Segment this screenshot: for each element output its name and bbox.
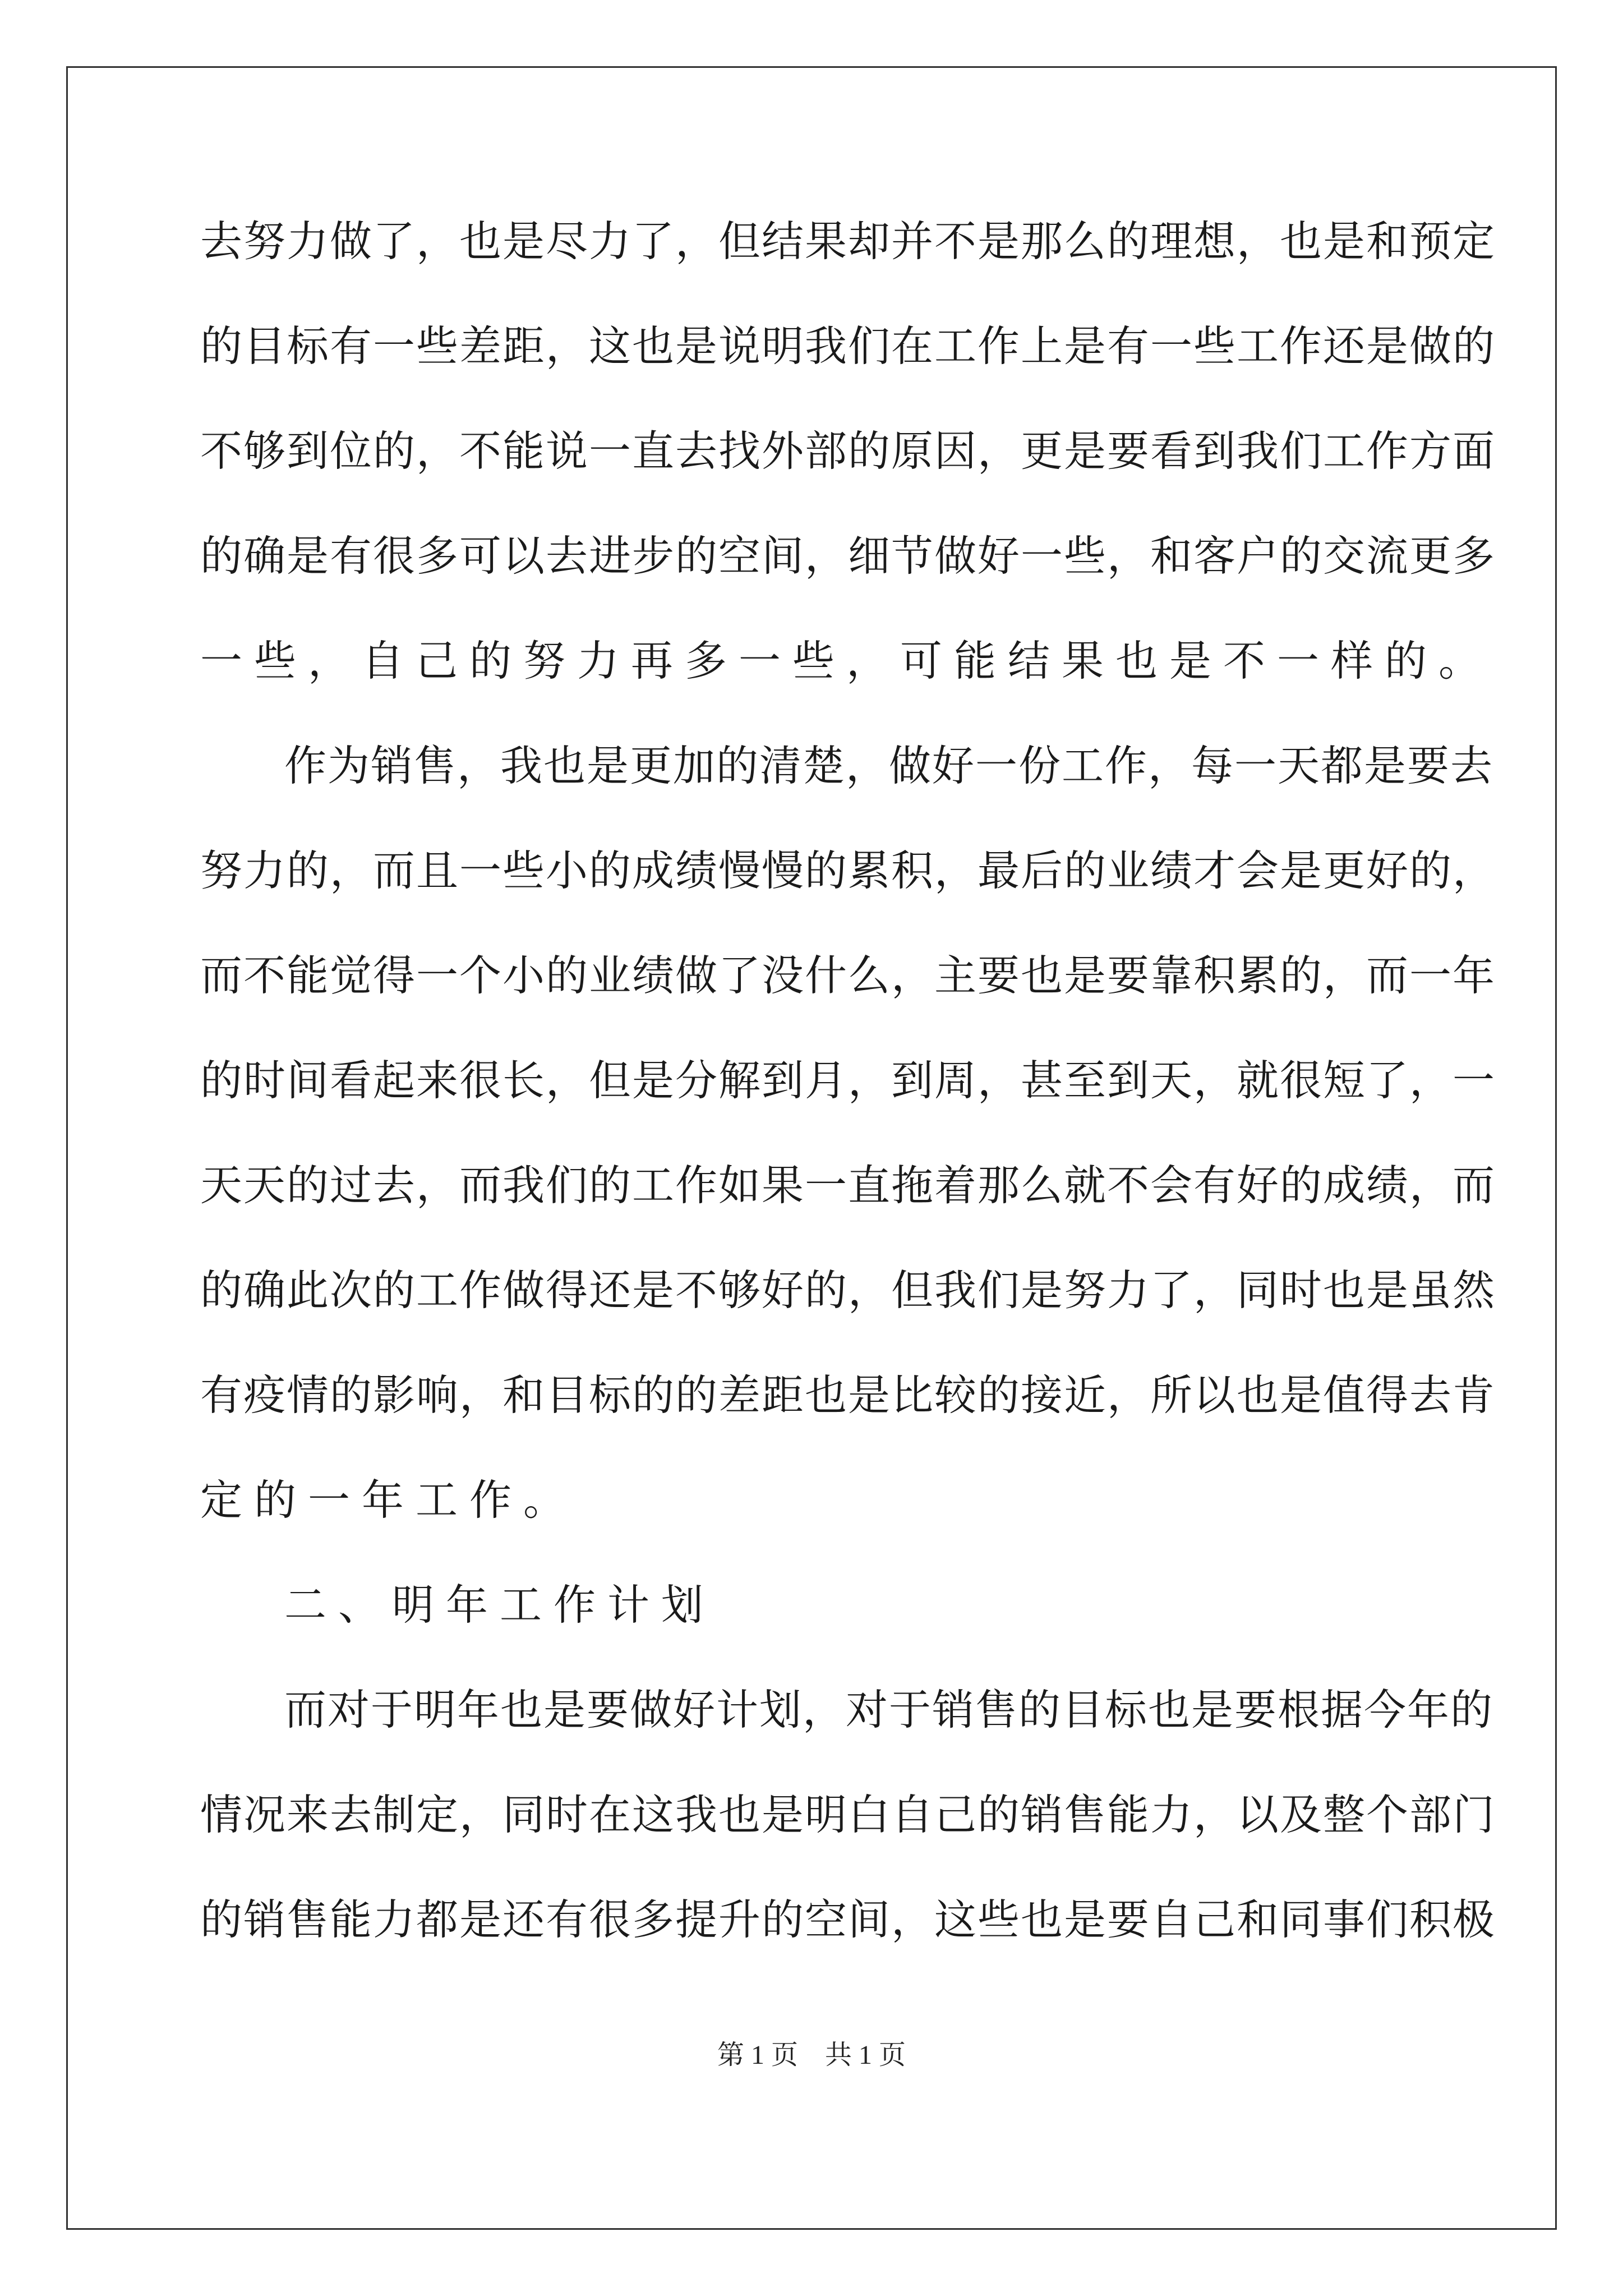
text-line: 的目标有一些差距，这也是说明我们在工作上是有一些工作还是做的 — [200, 321, 1496, 371]
text-line: 天天的过去，而我们的工作如果一直拖着那么就不会有好的成绩，而 — [200, 1161, 1496, 1210]
paragraph-first-line: 作为销售，我也是更加的清楚，做好一份工作，每一天都是要去 — [284, 741, 1494, 790]
text-line: 去努力做了，也是尽力了，但结果却并不是那么的理想，也是和预定 — [200, 217, 1496, 266]
text-line: 而不能觉得一个小的业绩做了没什么，主要也是要靠积累的，而一年 — [200, 951, 1496, 1000]
text-line: 情况来去制定，同时在这我也是明白自己的销售能力，以及整个部门 — [200, 1790, 1496, 1839]
document-body — [200, 217, 1496, 2004]
text-line: 努力的，而且一些小的成绩慢慢的累积，最后的业绩才会是更好的， — [200, 846, 1496, 895]
section-heading: 二、明年工作计划 — [284, 1580, 716, 1630]
text-line: 定的一年工作。 — [200, 1475, 578, 1525]
text-line: 的销售能力都是还有很多提升的空间，这些也是要自己和同事们积极 — [200, 1895, 1496, 1944]
page-footer: 第 1 页 共 1 页 — [717, 2040, 906, 2070]
text-line: 有疫情的影响，和目标的的差距也是比较的接近，所以也是值得去肯 — [200, 1370, 1496, 1420]
text-line: 的确是有很多可以去进步的空间，细节做好一些，和客户的交流更多 — [200, 531, 1496, 581]
text-line: 的时间看起来很长，但是分解到月，到周，甚至到天，就很短了，一 — [200, 1056, 1496, 1105]
text-line: 不够到位的，不能说一直去找外部的原因，更是要看到我们工作方面 — [200, 426, 1496, 476]
paragraph-first-line: 而对于明年也是要做好计划，对于销售的目标也是要根据今年的 — [284, 1685, 1494, 1734]
text-line: 的确此次的工作做得还是不够好的，但我们是努力了，同时也是虽然 — [200, 1266, 1496, 1315]
text-line: 一些，自己的努力再多一些，可能结果也是不一样的。 — [200, 636, 1493, 685]
